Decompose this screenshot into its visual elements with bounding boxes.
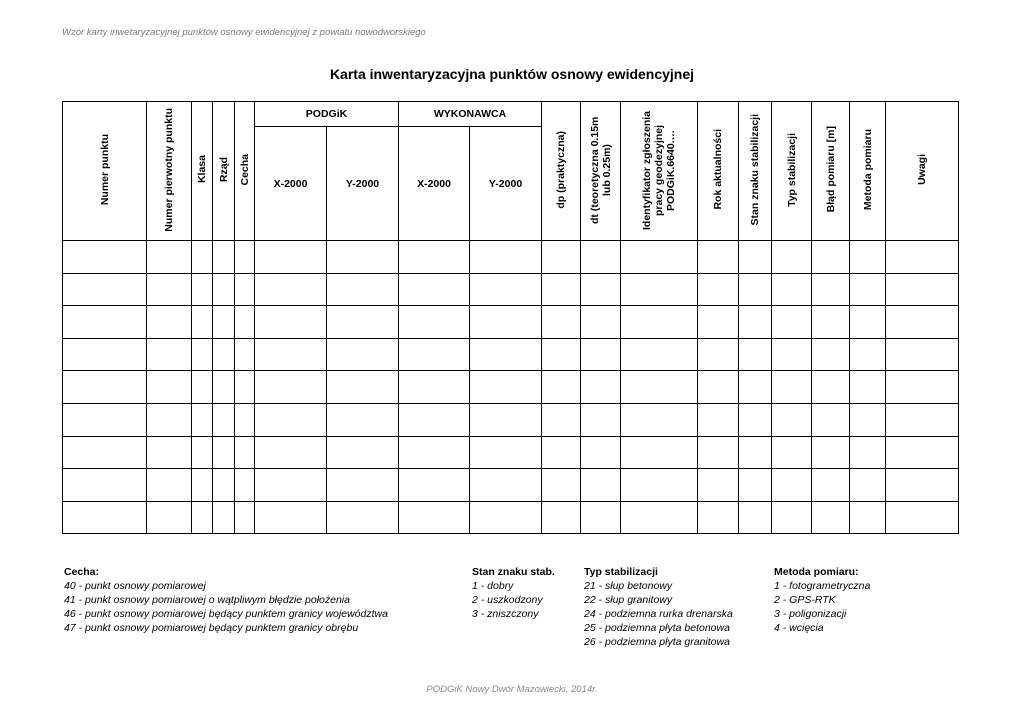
table-cell[interactable]: [739, 338, 772, 371]
table-cell[interactable]: [698, 403, 739, 436]
table-cell[interactable]: [147, 403, 192, 436]
table-row: [63, 436, 959, 469]
legend-stan-title: Stan znaku stab.: [472, 566, 555, 578]
table-cell[interactable]: [63, 241, 147, 274]
table-cell[interactable]: [886, 469, 959, 502]
table-cell[interactable]: [698, 501, 739, 534]
table-cell[interactable]: [399, 403, 470, 436]
inventory-table: [62, 101, 959, 534]
table-cell[interactable]: [886, 273, 959, 306]
header-podgik-y: Y-2000: [327, 127, 399, 241]
page-footer: PODGiK Nowy Dwór Mazowiecki, 2014r.: [426, 684, 598, 695]
table-cell[interactable]: [581, 403, 621, 436]
table-cell[interactable]: [255, 306, 327, 339]
table-cell[interactable]: [621, 241, 698, 274]
header-wykonawca-y: Y-2000: [470, 127, 542, 241]
table-cell[interactable]: [542, 241, 581, 274]
table-cell[interactable]: [235, 306, 255, 339]
table-cell[interactable]: [327, 273, 399, 306]
legend-cecha-item: 40 - punkt osnowy pomiarowej: [64, 580, 206, 592]
header-podgik: PODGiK: [255, 102, 399, 127]
table-cell[interactable]: [213, 241, 235, 274]
table-cell[interactable]: [621, 338, 698, 371]
table-cell[interactable]: [772, 371, 812, 404]
table-row: [63, 371, 959, 404]
table-row: [63, 403, 959, 436]
table-cell[interactable]: [470, 306, 542, 339]
table-cell[interactable]: [772, 306, 812, 339]
table-cell[interactable]: [213, 436, 235, 469]
table-cell[interactable]: [850, 241, 886, 274]
legend-stan-item: 3 - zniszczony: [472, 608, 539, 620]
table-cell[interactable]: [772, 241, 812, 274]
table-cell[interactable]: [255, 273, 327, 306]
table-cell[interactable]: [235, 371, 255, 404]
table-cell[interactable]: [213, 306, 235, 339]
page-title: Karta inwentaryzacyjna punktów osnowy ewidencyjnej: [329, 66, 695, 82]
legend-typ-item: 22 - słup granitowy: [584, 594, 673, 606]
table-cell[interactable]: [772, 469, 812, 502]
table-cell[interactable]: [63, 436, 147, 469]
table-cell[interactable]: [812, 403, 850, 436]
table-cell[interactable]: [621, 371, 698, 404]
table-cell[interactable]: [235, 273, 255, 306]
table-cell[interactable]: [850, 469, 886, 502]
table-body: [63, 241, 959, 534]
table-cell[interactable]: [581, 241, 621, 274]
header-numer-punktu: Numer punktu: [63, 102, 147, 241]
table-cell[interactable]: [327, 241, 399, 274]
table-row: [63, 273, 959, 306]
table-cell[interactable]: [698, 241, 739, 274]
table-cell[interactable]: [812, 241, 850, 274]
table-cell[interactable]: [698, 338, 739, 371]
table-cell[interactable]: [850, 306, 886, 339]
table-cell[interactable]: [147, 338, 192, 371]
legend-stan-item: 2 - uszkodzony: [472, 594, 543, 606]
header-numer-pierwotny: Numer pierwotny punktu: [147, 102, 192, 241]
table-cell[interactable]: [886, 371, 959, 404]
table-cell[interactable]: [63, 338, 147, 371]
table-cell[interactable]: [327, 306, 399, 339]
table-cell[interactable]: [812, 501, 850, 534]
header-wykonawca: WYKONAWCA: [399, 102, 542, 127]
table-cell[interactable]: [192, 403, 213, 436]
legend-cecha: [64, 565, 388, 635]
table-cell[interactable]: [581, 436, 621, 469]
header-podgik-x: X-2000: [255, 127, 327, 241]
table-cell[interactable]: [192, 306, 213, 339]
table-cell[interactable]: [147, 501, 192, 534]
table-cell[interactable]: [213, 371, 235, 404]
legend-metoda: [774, 565, 870, 635]
table-cell[interactable]: [399, 338, 470, 371]
page-header-note: Wzór karty inwetaryzacyjnej punktów osnowy ewidencyjnej z powiatu nowodworskiego: [62, 27, 426, 38]
table-cell[interactable]: [850, 436, 886, 469]
table-cell[interactable]: [886, 403, 959, 436]
legend-typ: [584, 565, 733, 649]
table-cell[interactable]: [470, 338, 542, 371]
table-cell[interactable]: [581, 306, 621, 339]
table-cell[interactable]: [255, 403, 327, 436]
table-cell[interactable]: [772, 403, 812, 436]
table-cell[interactable]: [470, 273, 542, 306]
table-cell[interactable]: [739, 501, 772, 534]
table-row: [63, 469, 959, 502]
header-rok: Rok aktualności: [698, 102, 739, 241]
table-cell[interactable]: [581, 338, 621, 371]
table-cell[interactable]: [739, 241, 772, 274]
table-cell[interactable]: [399, 436, 470, 469]
legend-stan: [472, 565, 555, 621]
table-cell[interactable]: [739, 436, 772, 469]
table-cell[interactable]: [698, 306, 739, 339]
table-cell[interactable]: [399, 273, 470, 306]
table-cell[interactable]: [886, 338, 959, 371]
table-cell[interactable]: [255, 469, 327, 502]
table-cell[interactable]: [698, 469, 739, 502]
table-cell[interactable]: [542, 273, 581, 306]
table-cell[interactable]: [192, 436, 213, 469]
legend-cecha-item: 47 - punkt osnowy pomiarowej będący punktem granicy obrębu: [64, 622, 359, 634]
table-cell[interactable]: [470, 371, 542, 404]
legend-typ-item: 25 - podziemna płyta betonowa: [584, 622, 730, 634]
table-cell[interactable]: [255, 241, 327, 274]
table-cell[interactable]: [812, 469, 850, 502]
header-rzad: Rząd: [213, 102, 235, 241]
table-cell[interactable]: [542, 501, 581, 534]
header-wykonawca-x: X-2000: [399, 127, 470, 241]
legend-stan-item: 1 - dobry: [472, 580, 514, 592]
table-cell[interactable]: [327, 501, 399, 534]
table-cell[interactable]: [772, 436, 812, 469]
table-cell[interactable]: [147, 371, 192, 404]
legend-metoda-item: 3 - poligonizacji: [774, 608, 847, 620]
table-cell[interactable]: [255, 338, 327, 371]
table-cell[interactable]: [581, 469, 621, 502]
table-cell[interactable]: [399, 469, 470, 502]
table-cell[interactable]: [470, 469, 542, 502]
table-cell[interactable]: [621, 403, 698, 436]
header-dt: dt (teoretyczna 0.15m lub 0.25m): [581, 102, 621, 241]
table-cell[interactable]: [235, 501, 255, 534]
table-cell[interactable]: [850, 273, 886, 306]
table-cell[interactable]: [192, 371, 213, 404]
table-cell[interactable]: [147, 273, 192, 306]
table-cell[interactable]: [213, 403, 235, 436]
table-cell[interactable]: [739, 273, 772, 306]
table-cell[interactable]: [213, 338, 235, 371]
legend-metoda-item: 4 - wcięcia: [774, 622, 824, 634]
table-cell[interactable]: [235, 241, 255, 274]
header-uwagi: Uwagi: [886, 102, 959, 241]
table-cell[interactable]: [235, 338, 255, 371]
table-cell[interactable]: [255, 371, 327, 404]
legend-cecha-item: 46 - punkt osnowy pomiarowej będący punktem granicy województwa: [64, 608, 388, 620]
table-cell[interactable]: [147, 469, 192, 502]
table-cell[interactable]: [812, 436, 850, 469]
table-cell[interactable]: [192, 338, 213, 371]
table-cell[interactable]: [739, 469, 772, 502]
table-cell[interactable]: [470, 403, 542, 436]
table-cell[interactable]: [542, 306, 581, 339]
table-cell[interactable]: [850, 501, 886, 534]
table-cell[interactable]: [235, 403, 255, 436]
table-cell[interactable]: [327, 371, 399, 404]
table-cell[interactable]: [698, 436, 739, 469]
table-cell[interactable]: [621, 501, 698, 534]
table-cell[interactable]: [255, 501, 327, 534]
table-cell[interactable]: [739, 306, 772, 339]
table-cell[interactable]: [147, 436, 192, 469]
legend-cecha-item: 41 - punkt osnowy pomiarowej o wątpliwym błędzie położenia: [64, 594, 350, 606]
header-metoda: Metoda pomiaru: [850, 102, 886, 241]
table-cell[interactable]: [812, 371, 850, 404]
table-cell[interactable]: [63, 371, 147, 404]
header-typ: Typ stabilizacji: [772, 102, 812, 241]
table-cell[interactable]: [850, 338, 886, 371]
table-cell[interactable]: [235, 436, 255, 469]
legend-metoda-item: 1 - fotogrametryczna: [774, 580, 871, 592]
table-cell[interactable]: [327, 469, 399, 502]
table-cell[interactable]: [63, 273, 147, 306]
table-cell[interactable]: [147, 241, 192, 274]
table-cell[interactable]: [542, 403, 581, 436]
table-cell[interactable]: [192, 273, 213, 306]
table-row: [63, 501, 959, 534]
table-cell[interactable]: [772, 273, 812, 306]
table-cell[interactable]: [327, 403, 399, 436]
table-cell[interactable]: [739, 403, 772, 436]
table-cell[interactable]: [886, 436, 959, 469]
table-cell[interactable]: [327, 436, 399, 469]
table-cell[interactable]: [213, 273, 235, 306]
table-cell[interactable]: [63, 403, 147, 436]
legend-cecha-title: Cecha:: [64, 566, 100, 578]
table-cell[interactable]: [213, 469, 235, 502]
table-cell[interactable]: [812, 273, 850, 306]
table-cell[interactable]: [542, 338, 581, 371]
legend-typ-item: 24 - podziemna rurka drenarska: [584, 608, 733, 620]
table-cell[interactable]: [542, 436, 581, 469]
table-cell[interactable]: [581, 501, 621, 534]
header-cecha: Cecha: [235, 102, 255, 241]
table-cell[interactable]: [255, 436, 327, 469]
header-stan: Stan znaku stabilizacji: [739, 102, 772, 241]
table-cell[interactable]: [399, 241, 470, 274]
table-cell[interactable]: [147, 306, 192, 339]
table-cell[interactable]: [886, 501, 959, 534]
table-cell[interactable]: [192, 469, 213, 502]
table-cell[interactable]: [850, 403, 886, 436]
table-cell[interactable]: [772, 501, 812, 534]
table-cell[interactable]: [886, 241, 959, 274]
table-cell[interactable]: [542, 469, 581, 502]
table-cell[interactable]: [235, 469, 255, 502]
header-identyfikator: Identyfikator zgłoszenia pracy geodezyjnej PODGiK.6640.…: [621, 102, 698, 241]
table-cell[interactable]: [850, 371, 886, 404]
table-cell[interactable]: [739, 371, 772, 404]
header-klasa: Klasa: [192, 102, 213, 241]
legend-metoda-title: Metoda pomiaru:: [774, 566, 859, 578]
header-dp: dp (praktyczna): [542, 102, 581, 241]
table-row: [63, 306, 959, 339]
table-cell[interactable]: [399, 306, 470, 339]
table-cell[interactable]: [621, 436, 698, 469]
table-cell[interactable]: [192, 241, 213, 274]
legend-typ-title: Typ stabilizacji: [584, 566, 658, 578]
table-cell[interactable]: [63, 306, 147, 339]
table-cell[interactable]: [542, 371, 581, 404]
legend-typ-item: 21 - słup betonowy: [584, 580, 673, 592]
table-cell[interactable]: [63, 469, 147, 502]
table-cell[interactable]: [470, 501, 542, 534]
table-cell[interactable]: [812, 306, 850, 339]
legend-metoda-item: 2 - GPS-RTK: [774, 594, 836, 606]
table-cell[interactable]: [772, 338, 812, 371]
table-cell[interactable]: [698, 371, 739, 404]
table-cell[interactable]: [399, 501, 470, 534]
table-cell[interactable]: [621, 469, 698, 502]
table-cell[interactable]: [470, 436, 542, 469]
table-row: [63, 338, 959, 371]
table-cell[interactable]: [63, 501, 147, 534]
table-cell[interactable]: [399, 371, 470, 404]
table-cell[interactable]: [886, 306, 959, 339]
table-cell[interactable]: [621, 273, 698, 306]
table-cell[interactable]: [213, 501, 235, 534]
table-cell[interactable]: [327, 338, 399, 371]
table-cell[interactable]: [621, 306, 698, 339]
table-cell[interactable]: [581, 371, 621, 404]
table-cell[interactable]: [698, 273, 739, 306]
header-blad: Błąd pomiaru [m]: [812, 102, 850, 241]
table-cell[interactable]: [470, 241, 542, 274]
table-cell[interactable]: [581, 273, 621, 306]
table-row: [63, 241, 959, 274]
legend-typ-item: 26 - podziemna płyta granitowa: [584, 636, 730, 648]
table-cell[interactable]: [812, 338, 850, 371]
table-cell[interactable]: [192, 501, 213, 534]
